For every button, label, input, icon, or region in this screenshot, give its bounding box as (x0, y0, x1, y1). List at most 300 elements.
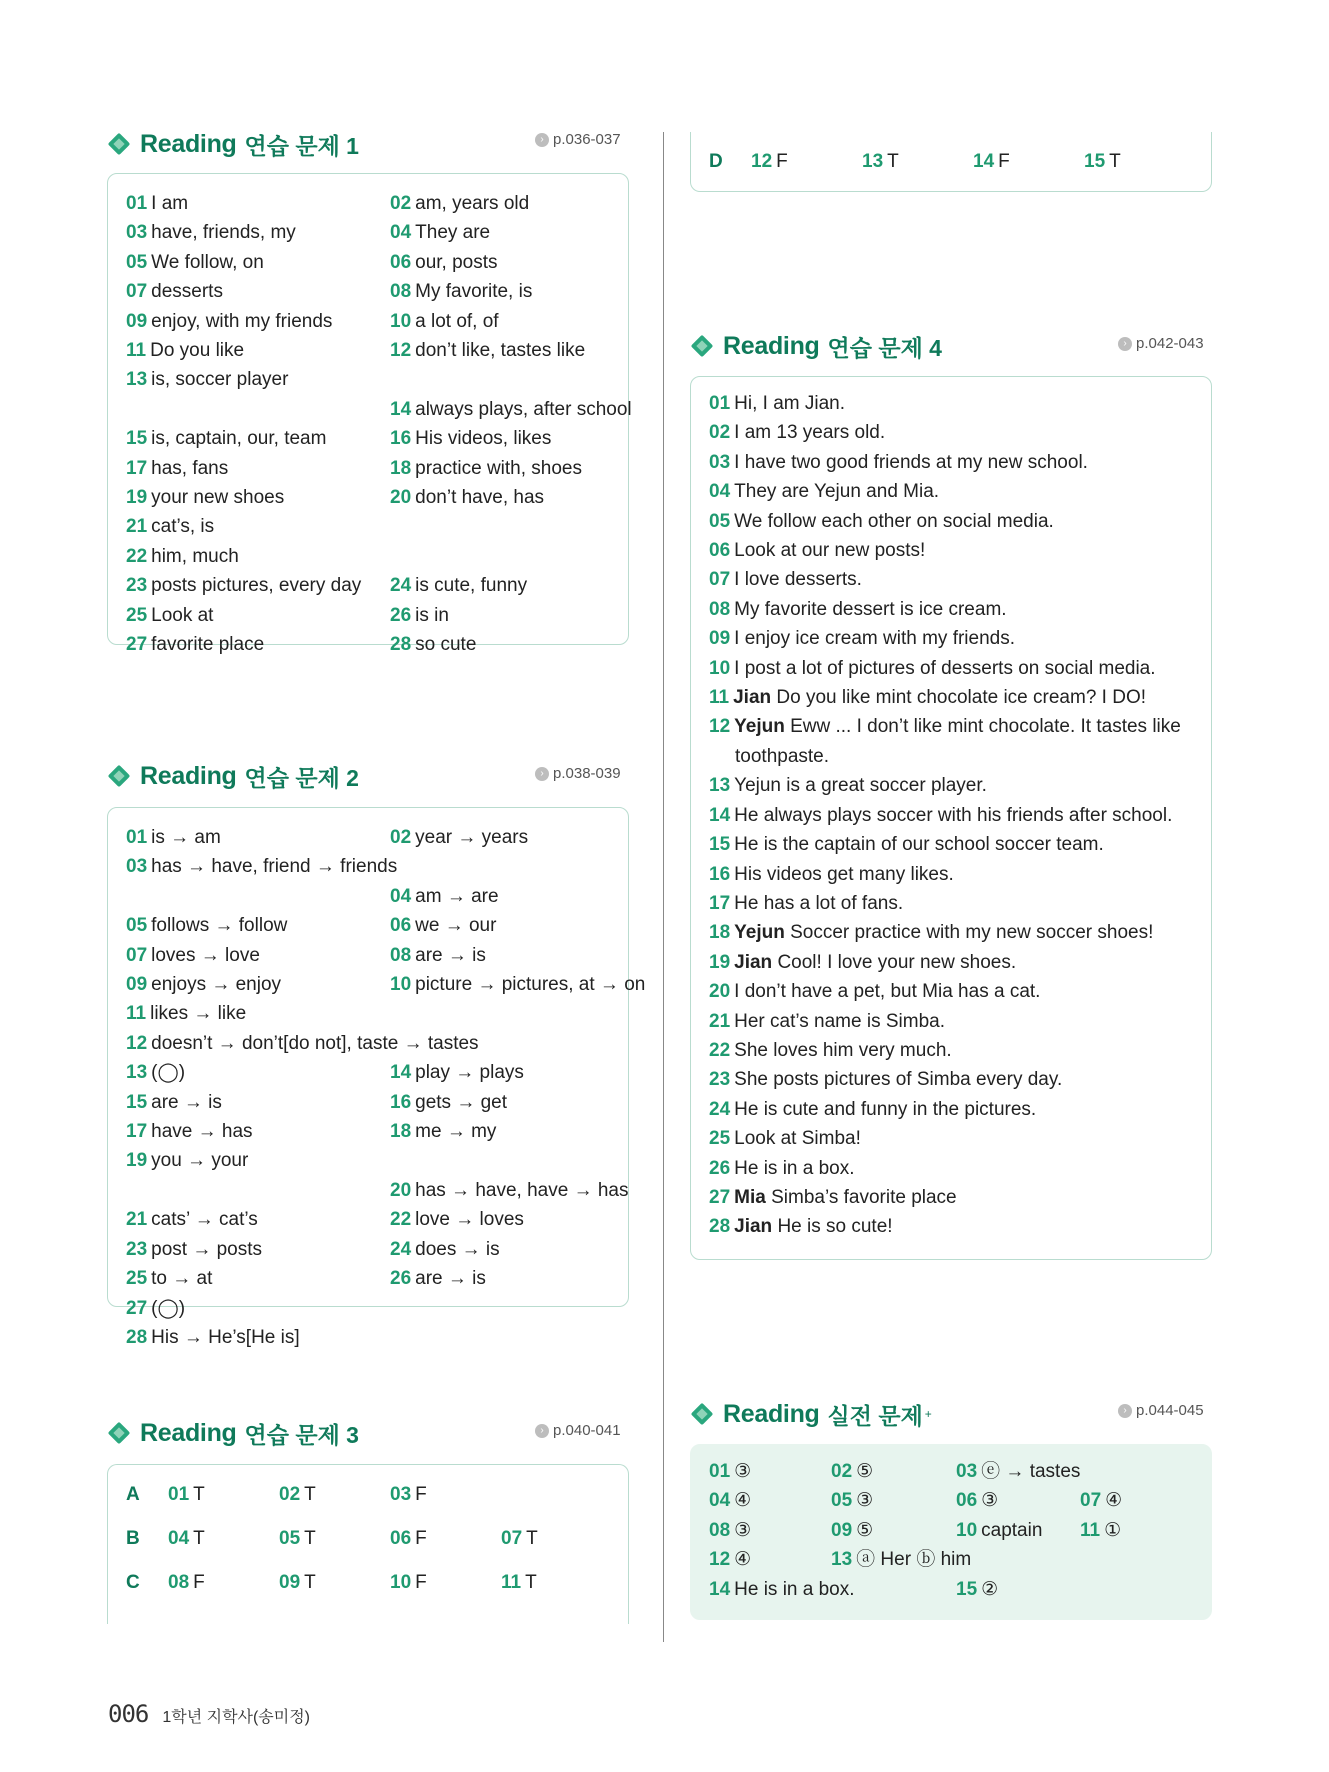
item-number: 17 (709, 892, 731, 914)
sentence-text: I don’t have a pet, but Mia has a cat. (734, 981, 1041, 1003)
item-answer: are → is (415, 1268, 486, 1290)
item-number: 14 (390, 398, 412, 420)
section-title: Reading (723, 331, 820, 360)
answer-item (126, 248, 390, 277)
answer-item (390, 823, 645, 852)
item-answer: loves → love (151, 944, 260, 966)
section-title: Reading (140, 1418, 237, 1447)
tf-cell (501, 1528, 612, 1550)
item-answer: favorite place (151, 634, 265, 656)
answer-item (390, 189, 632, 218)
answer-item (126, 852, 645, 881)
sentence-text: My favorite dessert is ice cream. (734, 598, 1007, 620)
page-ref-text: p.044-045 (1136, 1402, 1204, 1419)
item-answer: we → our (415, 915, 497, 937)
item-answer: you → your (151, 1150, 249, 1172)
answer-item (126, 1146, 645, 1175)
speaker-name: Yejun (734, 922, 791, 944)
row-label: D (709, 151, 723, 172)
answer-item (390, 424, 632, 453)
item-number: 06 (390, 1528, 412, 1549)
item-answer: ⓐ Her ⓑ him (856, 1549, 972, 1571)
item-number: 24 (390, 575, 412, 597)
item-number: 22 (126, 545, 148, 567)
answer-row (709, 1486, 1211, 1515)
sentence-item (709, 624, 1211, 653)
item-answer: His videos, likes (415, 428, 552, 450)
item-answer: desserts (151, 281, 223, 303)
sentence-text: He is so cute! (777, 1216, 893, 1238)
sentence-text: He is the captain of our school soccer team. (734, 834, 1104, 856)
answer-item (126, 1088, 390, 1117)
item-number: 20 (390, 487, 412, 509)
item-answer: Do you like (150, 340, 245, 362)
answer-item (126, 277, 390, 306)
item-number: 05 (126, 251, 148, 273)
answer-item (390, 395, 632, 424)
item-number: 28 (126, 1326, 148, 1348)
sentence-item (709, 1095, 1211, 1124)
item-answer: year → years (415, 827, 529, 848)
chevron-right-icon: › (1118, 337, 1132, 351)
answer-item (390, 1176, 645, 1205)
item-answer: His → He’s[He is] (151, 1326, 300, 1348)
item-number: 27 (126, 634, 148, 656)
speaker-name: Jian (734, 1216, 778, 1238)
answer-item (126, 1205, 390, 1234)
item-number: 27 (709, 1186, 731, 1208)
item-answer: is in (415, 604, 449, 626)
item-number: 16 (709, 863, 731, 885)
item-answer: so cute (415, 634, 477, 656)
item-answer: ① (1104, 1519, 1122, 1541)
section-header-r1 (106, 127, 359, 161)
item-answer: ④ (1105, 1490, 1123, 1512)
item-answer: ⑤ (856, 1461, 874, 1482)
item-answer: are → is (151, 1091, 222, 1113)
speaker-name: Yejun (734, 716, 791, 738)
sentence-text: Do you like mint chocolate ice cream? I DO! (776, 687, 1146, 709)
item-number: 17 (126, 1121, 148, 1143)
item-number: 21 (126, 1209, 148, 1231)
sentence-item (709, 742, 1211, 771)
item-number: 08 (168, 1572, 190, 1593)
item-answer: gets → get (415, 1091, 508, 1113)
item-answer: has → have, friend → friends (151, 856, 398, 878)
item-number: 25 (126, 1268, 148, 1290)
section-header-r3 (106, 1416, 359, 1450)
item-number: 10 (709, 657, 731, 679)
section-header-r2 (106, 759, 359, 793)
answer-item (956, 1457, 1080, 1486)
sentence-item (709, 830, 1211, 859)
item-number: 12 (709, 1549, 731, 1571)
answer-item (831, 1486, 873, 1515)
item-number: 20 (709, 981, 731, 1003)
answer-item (126, 1117, 390, 1146)
sentence-text: She loves him very much. (734, 1039, 952, 1061)
footer-text: 1학년 지학사(송미정) (162, 1709, 311, 1726)
item-number: 03 (126, 856, 148, 878)
answer-item (126, 542, 632, 571)
item-number: 22 (709, 1039, 731, 1061)
item-number: 07 (501, 1528, 523, 1549)
sentence-item (709, 1212, 1211, 1241)
answer-box-r5 (690, 1444, 1212, 1620)
answer-box-r2 (107, 807, 646, 1348)
sentence-text: They are Yejun and Mia. (734, 481, 940, 503)
sentence-text: Simba’s favorite place (771, 1186, 957, 1208)
answer-row (709, 1516, 1211, 1545)
answer-item (831, 1457, 873, 1486)
item-number: 23 (126, 575, 148, 597)
tf-cell (279, 1484, 390, 1506)
answer-box-r4 (690, 376, 1212, 1260)
page-ref-text: p.038-039 (553, 765, 621, 782)
sentence-list (709, 389, 1211, 1242)
item-answer: (◯) (151, 1062, 186, 1084)
item-answer: is → am (151, 827, 221, 848)
tf-cell (279, 1572, 390, 1594)
item-number: 15 (956, 1578, 978, 1600)
item-answer: F (415, 1572, 427, 1593)
sentence-item (709, 948, 1211, 977)
speaker-name: Jian (733, 687, 777, 709)
answer-item (390, 1264, 645, 1293)
tf-cell (501, 1572, 612, 1594)
item-number: 05 (126, 915, 148, 937)
item-answer: F (415, 1484, 427, 1505)
tf-cell (168, 1572, 279, 1594)
sentence-text: Look at our new posts! (734, 540, 926, 562)
item-number: 15 (126, 428, 148, 450)
item-answer: our, posts (415, 251, 498, 273)
item-answer: cats’ → cat’s (151, 1209, 258, 1231)
answer-item (956, 1486, 998, 1515)
item-answer: ③ (734, 1519, 752, 1541)
item-number: 12 (751, 151, 773, 172)
page-ref-r1 (535, 131, 621, 148)
tf-row (126, 1561, 628, 1605)
column-divider (663, 132, 664, 1642)
sentence-item (709, 389, 1211, 418)
item-number: 13 (709, 775, 731, 797)
item-answer: ③ (981, 1490, 999, 1512)
item-number: 19 (709, 951, 731, 973)
item-number: 21 (709, 1010, 731, 1032)
answer-item (709, 1575, 855, 1604)
answer-item (126, 365, 632, 394)
item-number: 12 (390, 340, 412, 362)
item-answer: me → my (415, 1121, 497, 1143)
item-answer: has, fans (151, 457, 229, 479)
sentence-item (709, 1036, 1211, 1065)
item-answer: don’t like, tastes like (415, 340, 586, 362)
item-number: 10 (390, 310, 412, 332)
item-answer: captain (981, 1519, 1043, 1541)
tf-cell (168, 1528, 279, 1550)
item-number: 02 (390, 827, 412, 848)
section-subtitle: 연습 문제 3 (244, 1421, 359, 1448)
answer-item (390, 1088, 645, 1117)
answer-row (709, 1545, 1211, 1574)
sentence-item (709, 654, 1211, 683)
item-answer: He is in a box. (734, 1578, 855, 1600)
item-answer: always plays, after school (415, 398, 632, 420)
item-number: 07 (126, 944, 148, 966)
answer-item (390, 970, 645, 999)
item-number: 13 (126, 1062, 148, 1084)
item-answer: ④ (734, 1549, 752, 1571)
answer-box-r3 (107, 1464, 629, 1624)
sentence-text: Look at Simba! (734, 1128, 861, 1150)
item-number: 09 (126, 310, 148, 332)
item-answer: play → plays (415, 1062, 524, 1084)
answer-row (709, 1457, 1211, 1486)
item-number: 14 (709, 1578, 731, 1600)
item-number: 14 (973, 151, 995, 172)
item-number: 08 (390, 944, 412, 966)
sentence-item (709, 595, 1211, 624)
tf-row (126, 1473, 628, 1517)
answer-item (390, 218, 632, 247)
item-answer: T (193, 1484, 205, 1505)
item-answer: likes → like (150, 1003, 247, 1025)
sentence-item (709, 1007, 1211, 1036)
item-answer: love → loves (415, 1209, 524, 1231)
item-number: 15 (1084, 151, 1106, 172)
page-ref-text: p.036-037 (553, 131, 621, 148)
tf-row (709, 140, 1211, 184)
item-number: 08 (709, 598, 731, 620)
speaker-name: Mia (734, 1186, 772, 1208)
item-number: 02 (831, 1461, 853, 1482)
item-number: 19 (126, 487, 148, 509)
item-answer: posts pictures, every day (151, 575, 362, 597)
answer-item (390, 1117, 645, 1146)
item-answer: to → at (151, 1268, 213, 1290)
item-number: 07 (126, 281, 148, 303)
page-ref-r5 (1118, 1402, 1204, 1419)
item-number: 11 (126, 340, 147, 362)
item-number: 11 (709, 687, 730, 709)
item-number: 13 (862, 151, 884, 172)
sentence-item (709, 977, 1211, 1006)
chevron-right-icon: › (535, 1424, 549, 1438)
item-number: 24 (709, 1098, 731, 1120)
row-label: B (126, 1528, 140, 1549)
item-number: 01 (168, 1484, 190, 1505)
item-number: 04 (390, 222, 412, 244)
item-number: 06 (956, 1490, 978, 1512)
answer-item (709, 1457, 751, 1486)
answer-item (390, 630, 632, 659)
answer-grid (126, 823, 646, 1352)
item-number: 04 (390, 885, 412, 907)
item-number: 28 (390, 634, 412, 656)
answer-item (1080, 1486, 1122, 1515)
answer-item (390, 277, 632, 306)
item-answer: is cute, funny (415, 575, 528, 597)
answer-item (831, 1545, 971, 1574)
item-answer: a lot of, of (415, 310, 499, 332)
item-number: 03 (709, 451, 731, 473)
item-number: 14 (709, 804, 731, 826)
tf-table (126, 1473, 628, 1605)
item-answer: ③ (734, 1461, 752, 1482)
sentence-item (709, 860, 1211, 889)
item-number: 01 (709, 1461, 731, 1482)
answer-grid (709, 1457, 1211, 1604)
answer-item (126, 1235, 390, 1264)
item-number: 18 (390, 457, 412, 479)
item-number: 05 (831, 1490, 853, 1512)
item-answer: ⓔ → tastes (981, 1461, 1081, 1482)
item-number: 12 (126, 1032, 148, 1054)
item-answer: T (526, 1528, 538, 1549)
answer-item (126, 1029, 645, 1058)
sentence-item (709, 477, 1211, 506)
sentence-text: Soccer practice with my new soccer shoes! (790, 922, 1154, 944)
answer-item (126, 483, 390, 512)
item-answer: F (193, 1572, 205, 1593)
answer-item (390, 882, 645, 911)
answer-item (956, 1516, 1042, 1545)
item-number: 18 (390, 1121, 412, 1143)
item-answer: F (415, 1528, 427, 1549)
sentence-item (709, 889, 1211, 918)
item-answer: am, years old (415, 193, 530, 214)
item-number: 09 (709, 628, 731, 650)
item-number: 26 (390, 1268, 412, 1290)
item-answer: T (193, 1528, 205, 1549)
answer-item (126, 630, 390, 659)
item-number: 04 (709, 1490, 731, 1512)
sentence-item (709, 1154, 1211, 1183)
tf-cell (168, 1484, 279, 1506)
answer-item (126, 601, 390, 630)
answer-item (390, 307, 632, 336)
section-subtitle: 연습 문제 4 (827, 334, 942, 361)
answer-row (709, 1575, 1211, 1604)
tf-cell (390, 1528, 501, 1550)
section-header-r4 (689, 329, 942, 363)
item-number: 20 (390, 1179, 412, 1201)
item-answer: T (887, 151, 899, 172)
item-answer: has → have, have → has (415, 1179, 629, 1201)
answer-item (126, 999, 390, 1028)
answer-item (126, 571, 390, 600)
answer-item (126, 189, 390, 218)
item-number: 17 (126, 457, 148, 479)
answer-item (126, 1058, 390, 1087)
item-number: 21 (126, 516, 148, 538)
item-number: 08 (390, 281, 412, 303)
section-title: Reading (140, 129, 237, 158)
item-answer: T (304, 1484, 316, 1505)
item-number: 09 (279, 1572, 301, 1593)
item-answer: ④ (734, 1490, 752, 1512)
item-number: 04 (168, 1528, 190, 1549)
answer-item (126, 424, 390, 453)
item-number: 12 (709, 716, 731, 738)
item-number: 04 (709, 481, 731, 503)
item-answer: follows → follow (151, 915, 288, 937)
item-answer: My favorite, is (415, 281, 533, 303)
sentence-item (709, 771, 1211, 800)
item-number: 25 (126, 604, 148, 626)
item-number: 19 (126, 1150, 148, 1172)
item-number: 27 (126, 1297, 148, 1319)
answer-item (126, 218, 390, 247)
answer-item (390, 1205, 645, 1234)
answer-item (126, 823, 390, 852)
item-answer: picture → pictures, at → on (415, 974, 646, 996)
item-number: 06 (390, 915, 412, 937)
sentence-item (709, 536, 1211, 565)
section-subtitle: 연습 문제 1 (244, 132, 359, 159)
item-number: 08 (709, 1519, 731, 1541)
sentence-text: I have two good friends at my new school. (734, 451, 1088, 473)
item-answer: practice with, shoes (415, 457, 582, 479)
answer-item (831, 1516, 873, 1545)
diamond-icon (106, 763, 132, 789)
chevron-right-icon: › (535, 133, 549, 147)
item-answer: F (998, 151, 1010, 172)
answer-item (390, 483, 632, 512)
answer-item (390, 1235, 645, 1264)
item-answer: They are (415, 222, 491, 244)
item-answer: T (304, 1528, 316, 1549)
item-number: 01 (709, 393, 731, 414)
answer-item (1080, 1516, 1121, 1545)
answer-grid (126, 189, 632, 660)
sentence-text: His videos get many likes. (734, 863, 954, 885)
item-number: 02 (279, 1484, 301, 1505)
diamond-icon (106, 131, 132, 157)
diamond-icon (106, 1420, 132, 1446)
item-number: 18 (709, 922, 731, 944)
item-answer: F (776, 151, 788, 172)
sentence-text: Yejun is a great soccer player. (734, 775, 987, 797)
tf-cell (390, 1484, 501, 1506)
section-subtitle: 연습 문제 2 (244, 764, 359, 791)
page-ref-r4 (1118, 335, 1204, 352)
sentence-text: He always plays soccer with his friends after school. (734, 804, 1173, 826)
page-ref-text: p.040-041 (553, 1422, 621, 1439)
item-answer: enjoys → enjoy (151, 974, 282, 996)
item-answer: T (1109, 151, 1121, 172)
item-answer: him, much (151, 545, 239, 567)
item-number: 07 (1080, 1490, 1102, 1512)
sentence-text: Cool! I love your new shoes. (777, 951, 1017, 973)
item-answer: have → has (151, 1121, 253, 1143)
item-number: 09 (831, 1519, 853, 1541)
section-title: Reading (140, 761, 237, 790)
speaker-name: Jian (734, 951, 778, 973)
answer-item (390, 571, 632, 600)
answer-item (126, 911, 390, 940)
item-number: 06 (390, 251, 412, 273)
item-number: 24 (390, 1238, 412, 1260)
answer-item (126, 336, 390, 365)
item-answer: enjoy, with my friends (151, 310, 333, 332)
item-answer: don’t have, has (415, 487, 545, 509)
item-answer: your new shoes (151, 487, 285, 509)
sentence-text: She posts pictures of Simba every day. (734, 1069, 1063, 1091)
answer-item (956, 1575, 998, 1604)
answer-item (126, 970, 390, 999)
